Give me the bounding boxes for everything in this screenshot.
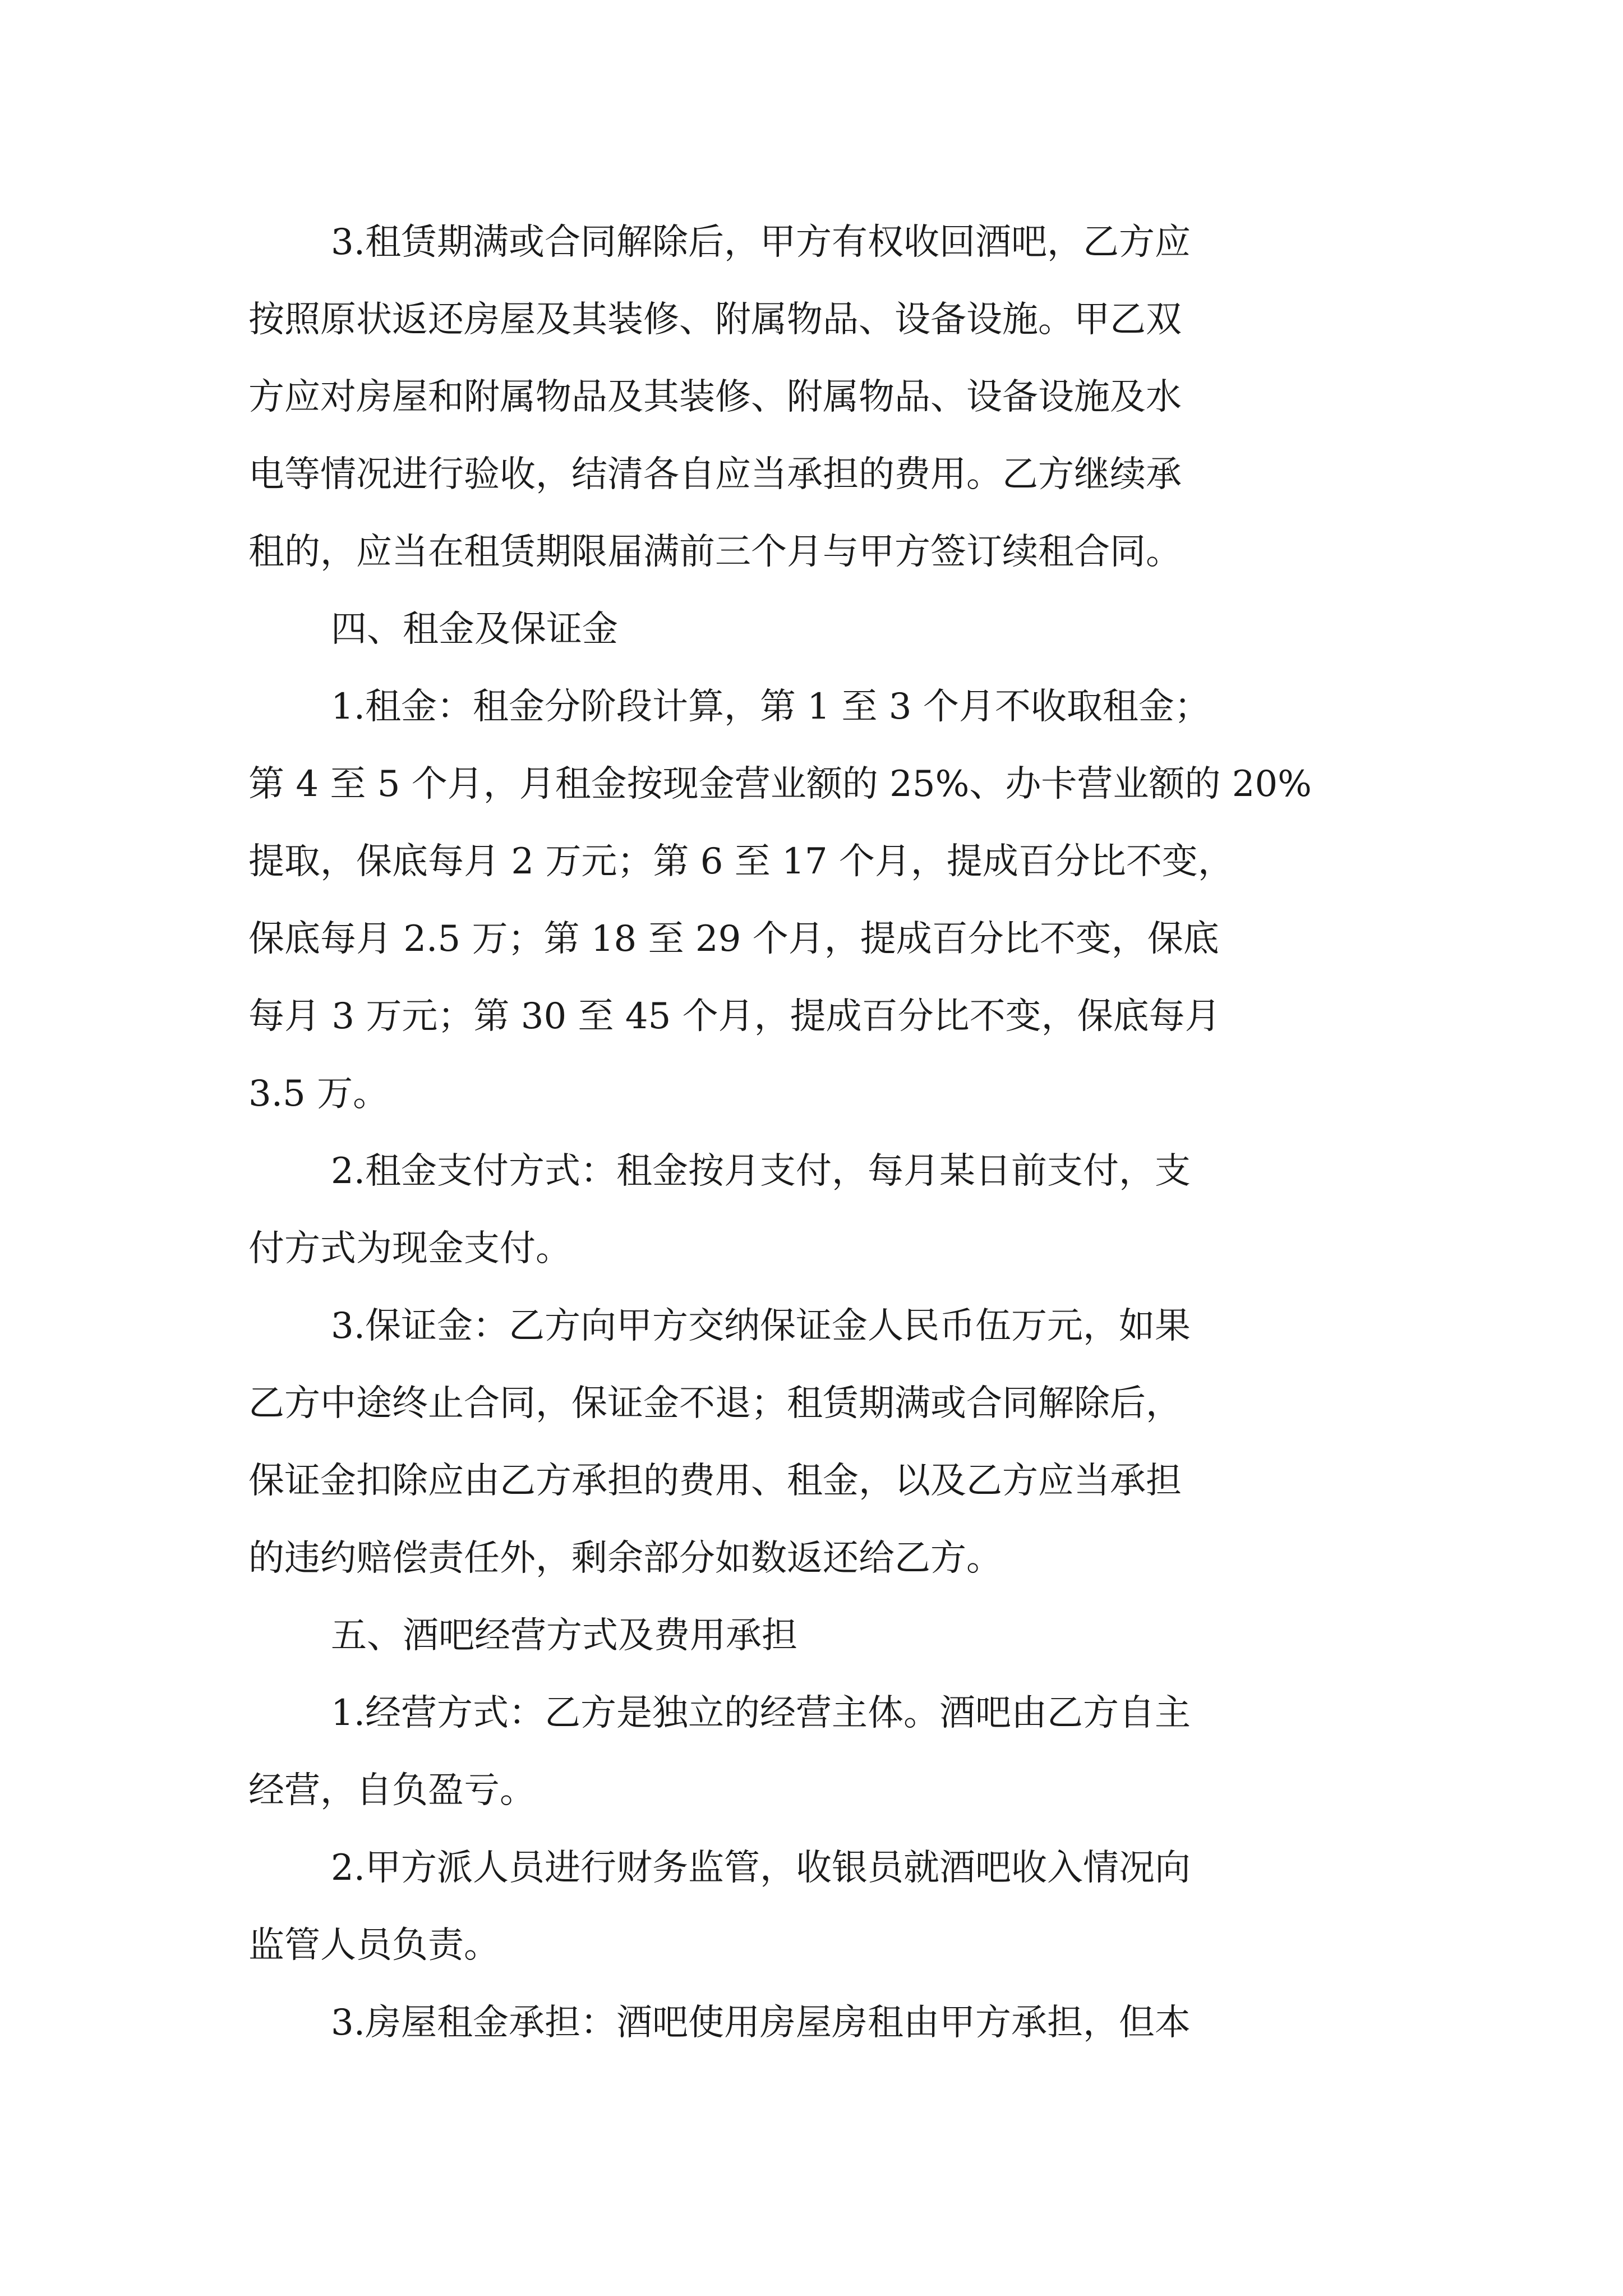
text-line-5: 租的，应当在租赁期限届满前三个月与甲方签订续租合同。: [248, 531, 1182, 573]
section-heading-5: 五、酒吧经营方式及费用承担: [331, 1615, 797, 1657]
text-line-22: 2.甲方派人员进行财务监管，收银员就酒吧收入情况向: [331, 1847, 1191, 1889]
text-line-1: 3.租赁期满或合同解除后，甲方有权收回酒吧，乙方应: [331, 222, 1191, 263]
section-heading-4: 四、租金及保证金: [331, 609, 618, 650]
text-line-24: 3.房屋租金承担：酒吧使用房屋房租由甲方承担，但本: [331, 2002, 1191, 2044]
text-line-16: 乙方中途终止合同，保证金不退；租赁期满或合同解除后，: [248, 1383, 1182, 1424]
text-line-4: 电等情况进行验收，结清各自应当承担的费用。乙方继续承: [248, 454, 1182, 495]
text-line-12: 3.5 万。: [248, 1073, 389, 1115]
text-line-14: 付方式为现金支付。: [248, 1228, 571, 1269]
text-line-15: 3.保证金：乙方向甲方交纳保证金人民币伍万元，如果: [331, 1305, 1191, 1347]
text-line-9: 提取，保底每月 2 万元；第 6 至 17 个月，提成百分比不变，: [248, 841, 1234, 882]
text-line-17: 保证金扣除应由乙方承担的费用、租金，以及乙方应当承担: [248, 1460, 1182, 1502]
text-line-8: 第 4 至 5 个月，月租金按现金营业额的 25%、办卡营业额的 20%: [248, 763, 1312, 805]
text-line-20: 1.经营方式：乙方是独立的经营主体。酒吧由乙方自主: [331, 1692, 1191, 1734]
text-line-18: 的违约赔偿责任外，剩余部分如数返还给乙方。: [248, 1538, 1002, 1579]
text-line-2: 按照原状返还房屋及其装修、附属物品、设备设施。甲乙双: [248, 299, 1182, 341]
text-line-10: 保底每月 2.5 万；第 18 至 29 个月，提成百分比不变，保底: [248, 918, 1219, 960]
text-line-23: 监管人员负责。: [248, 1925, 500, 1966]
text-line-7: 1.租金：租金分阶段计算，第 1 至 3 个月不收取租金；: [331, 686, 1210, 728]
text-line-13: 2.租金支付方式：租金按月支付，每月某日前支付，支: [331, 1151, 1191, 1192]
text-line-21: 经营，自负盈亏。: [248, 1770, 536, 1811]
text-line-11: 每月 3 万元；第 30 至 45 个月，提成百分比不变，保底每月: [248, 996, 1221, 1037]
text-line-3: 方应对房屋和附属物品及其装修、附属物品、设备设施及水: [248, 376, 1182, 418]
